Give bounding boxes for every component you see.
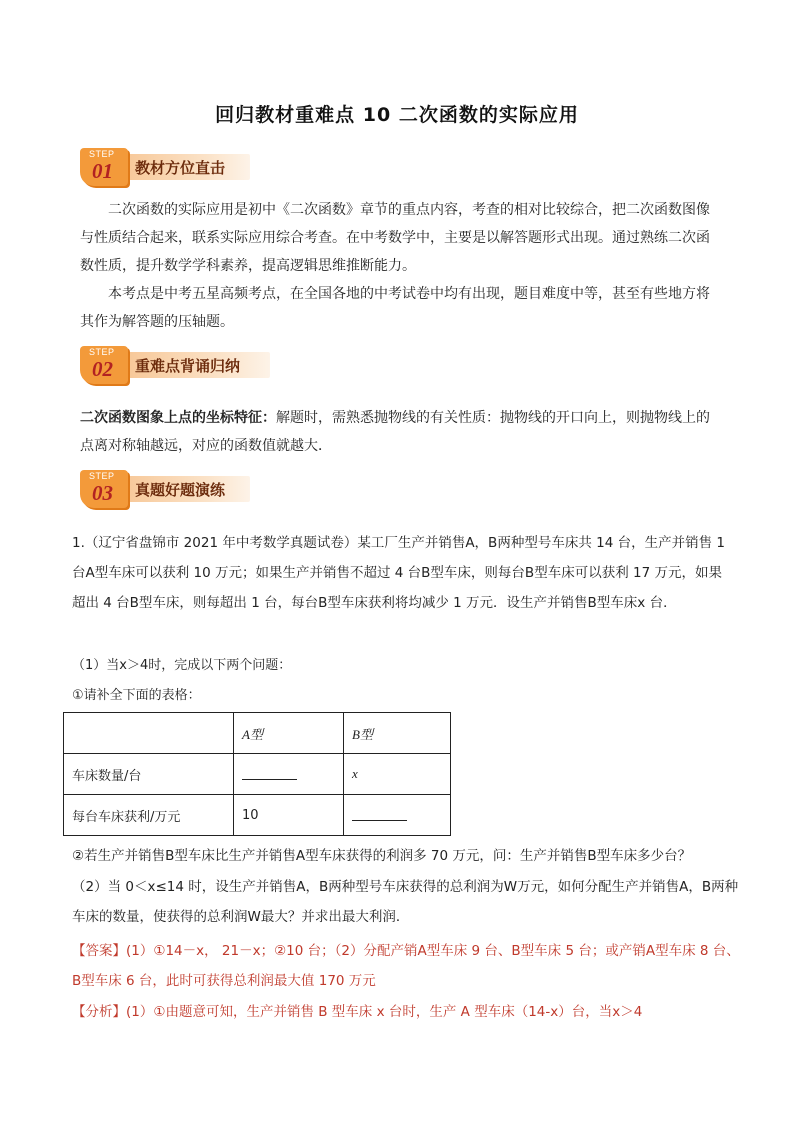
table-cell: 10 xyxy=(234,795,344,836)
step-01-banner xyxy=(80,148,270,188)
step-number: 03 xyxy=(92,481,113,505)
data-table xyxy=(63,712,451,836)
table-cell: 车床数量/台 xyxy=(64,754,234,795)
step-word: STEP xyxy=(89,149,115,159)
table-cell: x xyxy=(344,754,451,795)
step-label: 重难点背诵归纳 xyxy=(135,357,241,375)
step-number: 01 xyxy=(92,159,113,183)
question-1b: ②若生产并销售B型车床比生产并销售A型车床获得的利润多 70 万元，问：生产并销售B型车床多少台？ xyxy=(72,848,692,864)
table-cell xyxy=(64,713,234,754)
section1-para2: 本考点是中考五星高频考点，在全国各地的中考试卷中均有出现，题目难度中等，甚至有些地方将其作为解答题的压轴题。 xyxy=(80,286,710,330)
table-cell xyxy=(344,795,451,836)
answer-blank[interactable] xyxy=(242,765,297,780)
table-row xyxy=(64,754,451,795)
step-02-banner xyxy=(80,346,270,386)
answer-blank[interactable] xyxy=(352,806,407,821)
step-03-banner xyxy=(80,470,270,510)
table-cell xyxy=(234,754,344,795)
step-badge xyxy=(80,346,128,384)
question-2: （2）当 0＜x≤14 时，设生产并销售A，B两种型号车床获得的总利润为W万元，如何分配生产并销售A，B两种车床的数量，使获得的总利润W最大？并求出最大利润． xyxy=(72,879,739,925)
section2-bold: 二次函数图象上点的坐标特征： xyxy=(80,410,276,426)
step-label: 真题好题演练 xyxy=(135,481,226,499)
table-row xyxy=(64,713,451,754)
question-1: （1）当x＞4时，完成以下两个问题： xyxy=(72,658,292,673)
section2-text xyxy=(80,404,720,460)
step-label: 教材方位直击 xyxy=(135,159,226,177)
section1-para1: 二次函数的实际应用是初中《二次函数》章节的重点内容，考查的相对比较综合，把二次函数图像与性质结合起来，联系实际应用综合考查。在中考数学中，主要是以解答题形式出现。通过熟练二次函数性质，提升数学学科素养，提高逻辑思维推断能力。 xyxy=(80,202,710,274)
table-cell: A型 xyxy=(234,713,344,754)
step-number: 02 xyxy=(92,357,113,381)
table-cell: 每台车床获利/万元 xyxy=(64,795,234,836)
table-row xyxy=(64,795,451,836)
page-title: 回归教材重难点 10 二次函数的实际应用 xyxy=(215,104,579,126)
problem-intro: 1.（辽宁省盘锦市 2021 年中考数学真题试卷）某工厂生产并销售A，B两种型号车床共 14 台，生产并销售 1 台A型车床可以获利 10 万元；如果生产并销售不超过 4 台B型车床，则每台B型车床可以获利 17 万元，如果超出 4 台B型车床，则每超出 1 台，每台B型车床获利将均减少 1 万元．设生产并销售B型车床x 台． xyxy=(72,535,725,611)
step-word: STEP xyxy=(89,347,115,357)
table-cell: B型 xyxy=(344,713,451,754)
answer-text: 【答案】(1）①14－x， 21－x；②10 台；（2）分配产销A型车床 9 台、B型车床 5 台；或产销A型车床 8 台、B型车床 6 台，此时可获得总利润最大值 170 万元 xyxy=(72,943,740,989)
section2-body: 解题时，需熟悉抛物线的有关性质：抛物线的开口向上，则抛物线上的点离对称轴越远，对应的函数值就越大． xyxy=(80,410,710,454)
step-word: STEP xyxy=(89,471,115,481)
analysis-text: 【分析】(1）①由题意可知，生产并销售 B 型车床 x 台时，生产 A 型车床（14-x）台，当x＞4 xyxy=(72,1004,643,1020)
question-1a: ①请补全下面的表格： xyxy=(72,688,201,703)
step-badge xyxy=(80,470,128,508)
step-badge xyxy=(80,148,128,186)
